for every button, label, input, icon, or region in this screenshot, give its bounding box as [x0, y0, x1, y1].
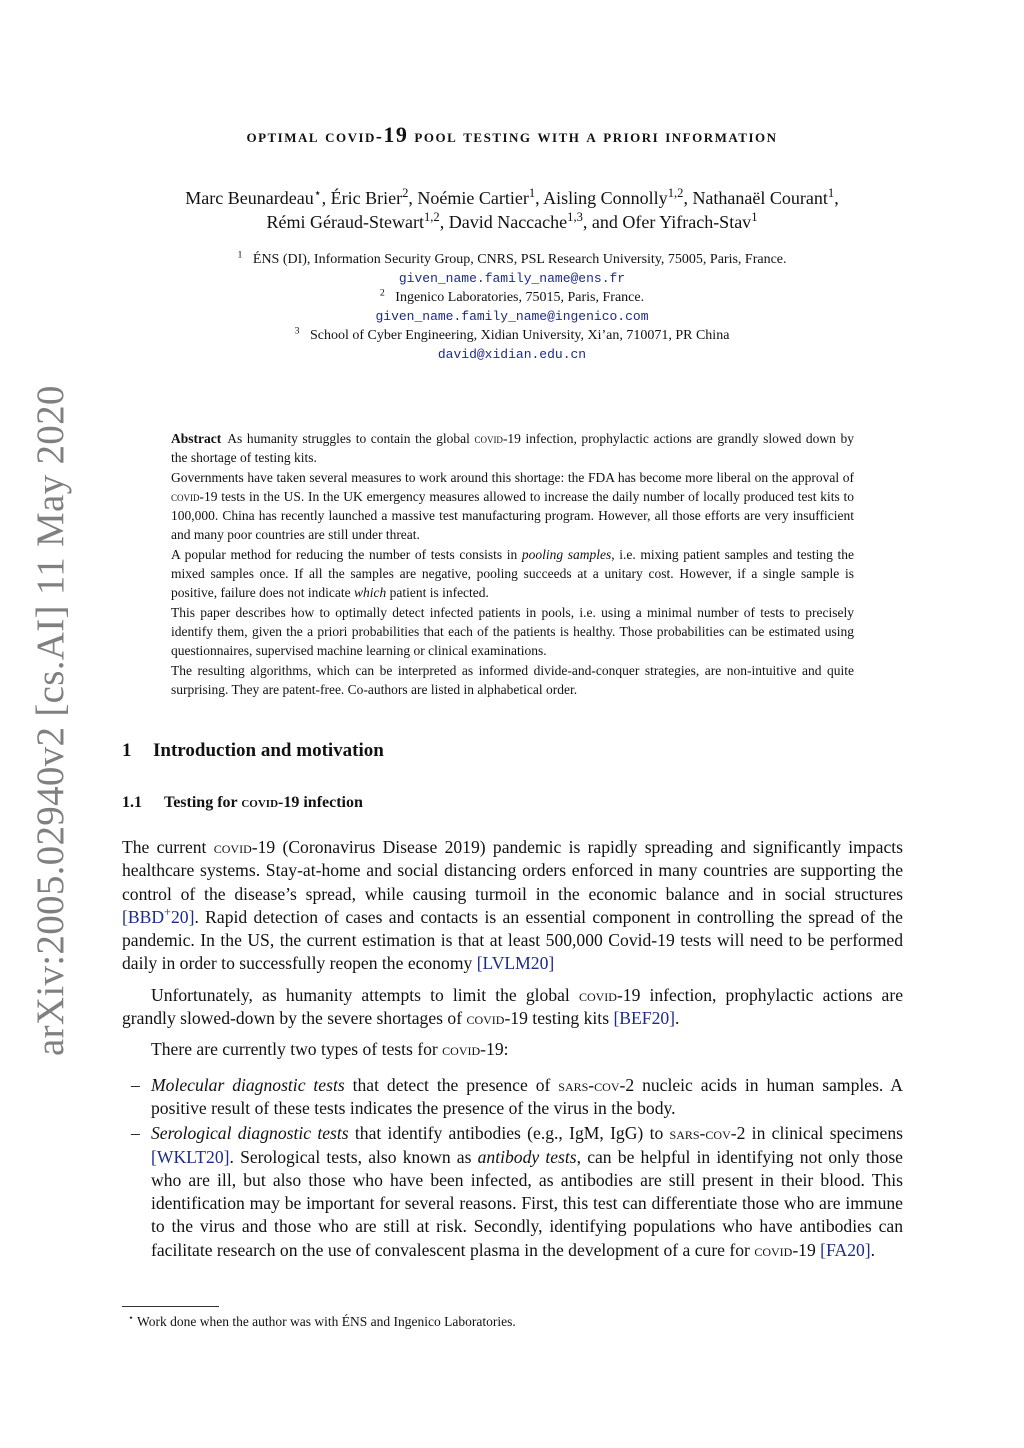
affiliation-text: School of Cyber Engineering, Xidian University, Xi’an, 710071, PR China [309, 328, 730, 343]
text-run: The current [122, 837, 214, 857]
small-caps-term: covid [442, 1039, 481, 1060]
title-part-2: pool testing with a priori information [408, 126, 778, 146]
citation-link[interactable]: [FA20] [820, 1239, 871, 1260]
affiliation-1 [100, 250, 924, 269]
author-list [100, 186, 924, 234]
citation-sup: + [164, 905, 171, 920]
emphasis: Serological diagnostic tests [151, 1123, 349, 1144]
citation-link[interactable]: [BEF20] [613, 1008, 676, 1029]
arxiv-identifier-stamp: arXiv:2005.02940v2 [cs.AI] 11 May 2020 [29, 385, 72, 1056]
body-paragraph [122, 836, 903, 976]
citation-text: [BBD [122, 906, 165, 927]
affiliation-text: Ingenico Laboratories, 75015, Paris, France. [395, 290, 645, 305]
text-run: that detect the presence of [344, 1074, 559, 1095]
small-caps-term: covid [466, 1008, 505, 1029]
subsection-heading [122, 794, 363, 812]
text-run: -2 nucleic acids in human samples. A positive result of these tests indicates the presence of the virus in the body. [151, 1074, 903, 1118]
subsection-title: Testing for [164, 794, 242, 811]
footnote [128, 1314, 516, 1330]
text-run: -19 (Coronavirus Disease 2019) pandemic is rapidly spreading and significantly impacts healthcare systems. Stay-at-home and social distancing orders enforced in many countries are supporting the control of the disease’s spread, while causing turmoil in the economic balance and in social structures [122, 837, 903, 904]
emphasis: which [353, 585, 387, 601]
author: David Naccache [448, 212, 568, 232]
affiliation-number: 3 [294, 325, 300, 337]
text-run: patient is infected. [386, 585, 489, 601]
citation-link[interactable]: [LVLM20] [476, 953, 555, 974]
author-affiliation-mark: ⋆ [313, 186, 322, 200]
footnote-mark: ⋆ [128, 1313, 134, 1324]
section-title: Introduction and motivation [153, 740, 384, 761]
affiliation-number: 2 [379, 287, 385, 299]
author: Ofer Yifrach-Stav [622, 212, 752, 232]
text-run: , i.e. mixing patient samples and testing the mixed samples once. If all the samples are negative, pooling succeeds at a unitary cost. However, if a single sample is positive, failure does not indicate [171, 546, 854, 601]
text-run: -19: [480, 1039, 509, 1060]
text-run: . [870, 1239, 876, 1260]
list-dash: – [131, 1123, 140, 1144]
body-text [122, 836, 903, 1264]
citation-text: 20] [171, 906, 195, 927]
text-run: . Serological tests, also known as [229, 1146, 478, 1167]
subsection-number: 1.1 [122, 794, 142, 811]
affiliation-list [100, 250, 924, 364]
text-run: . Rapid detection of cases and contacts is an essential component in controlling the spread of the pandemic. In the US, the current estimation is that at least 500,000 Covid-19 tests will need to be performed daily in order to successfully reopen the economy [122, 906, 903, 974]
author-separator: , [439, 212, 449, 232]
text-run: -19 infection, prophylactic actions are grandly slowed down by the shortage of testing kits. [171, 431, 854, 466]
author-separator: , [535, 188, 544, 208]
abstract-paragraph: This paper describes how to optimally detect infected patients in pools, i.e. using a minimal number of tests to precisely identify them, given the a priori probabilities that each of the patients is healthy. Those probabilities can be estimated using questionnaires, supervised machine learning or clinical examinations. [171, 604, 854, 659]
emphasis: antibody tests [477, 1146, 577, 1167]
abstract [171, 429, 854, 699]
text-run: -2 in clinical specimens [730, 1123, 903, 1144]
author-separator: , [683, 188, 693, 208]
text-run: that identify antibodies (e.g., IgM, IgG) to [348, 1123, 670, 1144]
text-run: Governments have taken several measures to work around this shortage: the FDA has become more liberal on the approval of [171, 469, 854, 485]
list-item [122, 1074, 903, 1121]
text-run: -19 tests in the US. In the UK emergency measures allowed to increase the daily number of locally produced test kits to 100,000. China has recently launched a massive test manufacturing program. However, all those efforts are very insufficient and many poor countries are still under threat. [171, 488, 854, 543]
section-heading [122, 740, 384, 762]
affiliation-email-link[interactable]: given_name.family_name@ingenico.com [375, 309, 649, 324]
body-paragraph [122, 1038, 903, 1061]
text-run: Unfortunately, as humanity attempts to limit the global [151, 984, 579, 1005]
author-separator: , [834, 188, 839, 208]
author-separator: , [321, 188, 331, 208]
footnote-divider [122, 1306, 219, 1307]
text-run: . [675, 1008, 680, 1029]
test-types-list [122, 1074, 903, 1262]
abstract-paragraph [171, 468, 854, 545]
small-caps-term: covid [171, 488, 200, 504]
abstract-label: Abstract [171, 431, 222, 446]
small-caps-term: covid [474, 431, 503, 446]
author: Noémie Cartier [417, 188, 529, 208]
author-affiliation-mark: 2 [402, 186, 409, 200]
text-run: , can be helpful in identifying not only those who are ill, but also those who have been infected, as antibodies are still present in their blood. This identification may be important for several reasons. First, this test can differentiate those who are immune to the virus and those who are still at risk. Secondly, identifying populations who have antibodies can facilitate research on the use of convalescent plasma in the development of a cure for [151, 1146, 903, 1260]
citation-link[interactable] [122, 907, 194, 927]
emphasis: pooling samples [521, 546, 612, 562]
subsection-title: -19 infection [278, 794, 363, 811]
author: Éric Brier [330, 188, 403, 208]
small-caps-term: covid [578, 984, 617, 1005]
author-affiliation-mark: 1,3 [567, 210, 583, 224]
affiliation-text: ÉNS (DI), Information Security Group, CNRS, PSL Research University, 75005, Paris, France. [252, 252, 787, 267]
text-run: As humanity struggles to contain the global [227, 431, 475, 446]
affiliation-number: 1 [237, 249, 243, 261]
list-item [122, 1122, 903, 1262]
author-affiliation-mark: 1,2 [423, 210, 440, 224]
author-affiliation-mark: 1 [827, 186, 835, 200]
emphasis: Molecular diagnostic tests [151, 1074, 345, 1095]
author-separator: , and [582, 212, 623, 232]
abstract-paragraph: The resulting algorithms, which can be interpreted as informed divide-and-conquer strategies, are non-intuitive and quite surprising. They are patent-free. Co-authors are listed in alphabetical order. [171, 662, 854, 697]
small-caps-term: sars-cov [558, 1074, 620, 1095]
abstract-paragraph [171, 545, 854, 603]
text-run: A popular method for reducing the number of tests consists in [171, 546, 522, 562]
section-number: 1 [122, 740, 132, 761]
small-caps-term: covid [241, 794, 279, 811]
affiliation-email-link[interactable]: david@xidian.edu.cn [437, 347, 587, 362]
author-separator: , [408, 188, 418, 208]
list-dash: – [131, 1074, 140, 1095]
title-number: 19 [383, 122, 409, 147]
footnote-text: Work done when the author was with ÉNS and Ingenico Laboratories. [133, 1314, 516, 1329]
small-caps-term: sars-cov [669, 1123, 731, 1144]
body-paragraph [122, 984, 903, 1031]
paper-title [0, 122, 1024, 148]
author: Aisling Connolly [543, 188, 668, 208]
author: Nathanaël Courant [692, 188, 828, 208]
text-run: -19 [792, 1239, 821, 1260]
small-caps-term: covid [754, 1239, 793, 1260]
affiliation-3 [100, 326, 924, 345]
text-run: -19 testing kits [504, 1008, 614, 1029]
author: Marc Beunardeau [185, 188, 314, 208]
affiliation-email-link[interactable]: given_name.family_name@ens.fr [398, 271, 626, 286]
text-run: There are currently two types of tests for [151, 1039, 443, 1060]
text-run: -19 infection, prophylactic actions are grandly slowed-down by the severe shortages of [122, 984, 903, 1029]
title-part-1: optimal covid- [246, 126, 384, 146]
citation-link[interactable]: [WKLT20] [151, 1146, 230, 1167]
author-affiliation-mark: 1 [751, 210, 758, 224]
author-affiliation-mark: 1,2 [667, 186, 684, 200]
abstract-paragraph [171, 429, 854, 468]
small-caps-term: covid [213, 837, 252, 857]
affiliation-2 [100, 288, 924, 307]
author-affiliation-mark: 1 [528, 186, 536, 200]
author: Rémi Géraud-Stewart [266, 212, 424, 232]
